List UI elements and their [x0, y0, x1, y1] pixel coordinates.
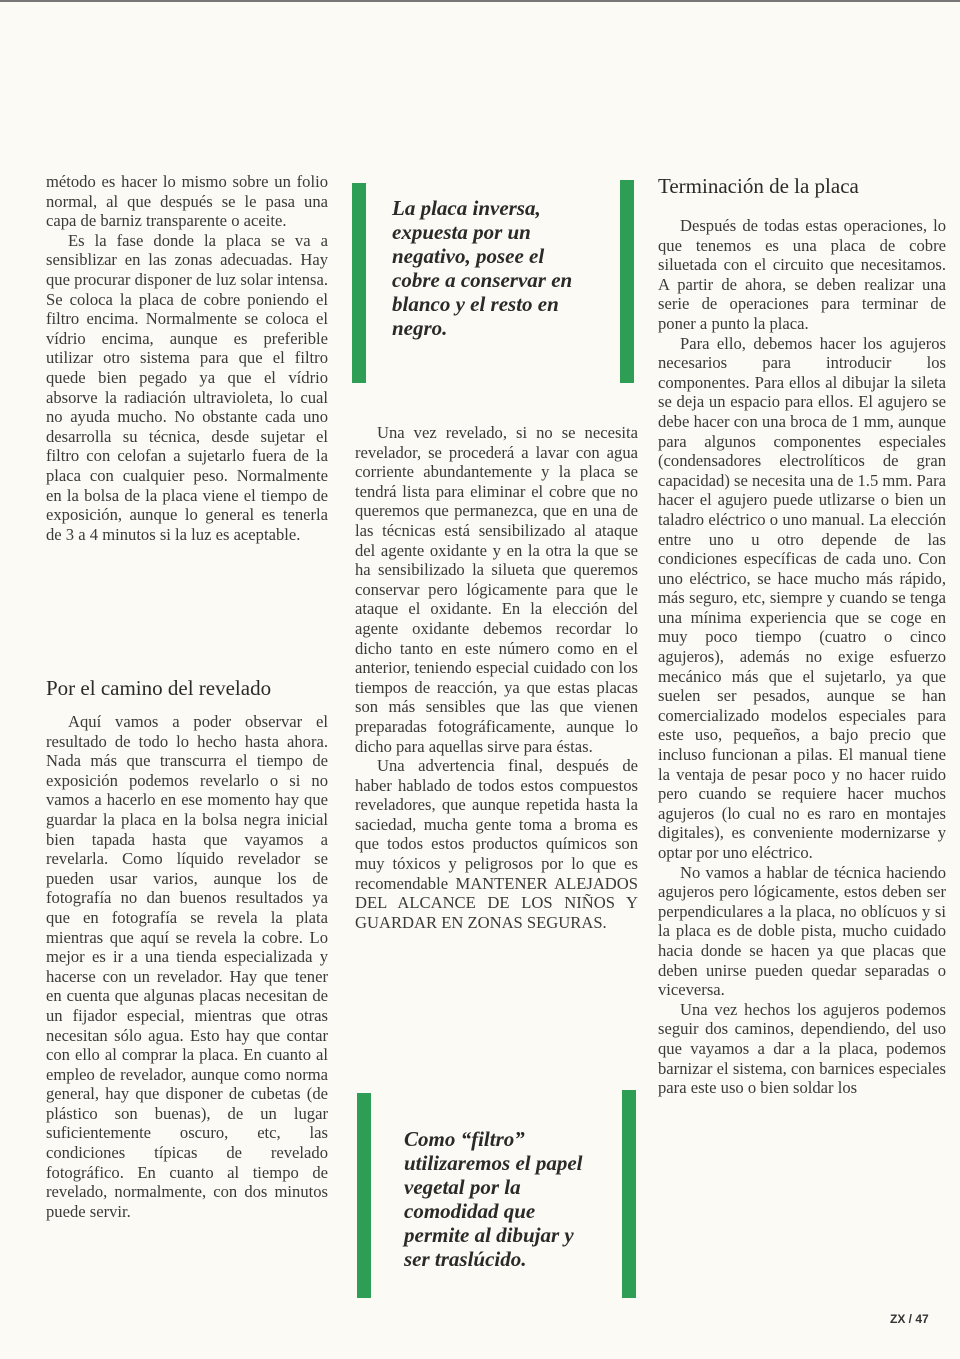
accent-bar-right	[622, 1090, 636, 1298]
column-1	[46, 172, 328, 544]
paragraph: método es hacer lo mismo sobre un folio normal, al que después se le pasa una capa de barniz transparente o aceite.	[46, 172, 328, 231]
page-top-border	[0, 0, 960, 2]
section-heading-revelado: Por el camino del revelado	[46, 676, 272, 700]
accent-bar-left	[357, 1093, 371, 1298]
column-1-section	[46, 712, 328, 1221]
paragraph: Una vez hechos los agujeros podemos seguir dos caminos, dependiendo, del uso que vayamos a dar a la placa, podemos barnizar el sistema, con barnices especiales para este uso o bien soldar los	[658, 999, 946, 1098]
pull-quote-text: La placa inversa, expuesta por un negativo, posee el cobre a conservar en blanco y el resto en negro.	[392, 196, 573, 340]
paragraph: No vamos a hablar de técnica haciendo agujeros pero lógicamente, estos deben ser perpendiculares a la placa, no oblícuos y si la placa es de doble pista, mucho cuidado hacia donde se hacen ya que placas que deben unirse pueden quedar separadas o viceversa.	[658, 862, 946, 1000]
accent-bar-right	[620, 180, 634, 383]
section-heading-terminacion: Terminación de la placa	[658, 174, 859, 198]
column-2	[355, 423, 638, 932]
pull-quote-text: Como “filtro” utilizaremos el papel vegetal por la comodidad que permite al dibujar y ser traslúcido.	[404, 1127, 583, 1271]
accent-bar-left	[352, 183, 366, 383]
page-number-footer: ZX / 47	[890, 1312, 929, 1326]
column-3	[658, 216, 946, 1098]
paragraph: Aquí vamos a poder observar el resultado de todo lo hecho hasta ahora. Nada más que transcurra el tiempo de exposición podemos revelarlo o si no vamos a hacerlo en ese momento hay que guardar la placa en la bolsa negra inicial bien tapada hasta que vayamos a revelarla. Como líquido revelador se pueden usar varios, aunque los de fotografía no dan buenos resultados ya que en fotografía se revela la plata mientras que aquí se revela la cobre. Lo mejor es ir a una tienda especializada y hacerse con un revelador. Hay que tener en cuenta que algunas placas necesitan de un fijador especial, mientras que otras necesitan sólo agua. Esto hay que contar con ello al comprar la placa. En cuanto al empleo de revelador, aunque como norma general, hay que disponer de cubetas (de plástico son buenas), de un lugar suficientemente oscuro, etc, las condiciones típicas de revelado fotográfico. En cuanto al tiempo de revelado, normalmente, con dos minutos puede servir.	[46, 712, 328, 1221]
paragraph: Para ello, debemos hacer los agujeros necesarios para introducir los componentes. Para ellos al dibujar la sileta se deja un espacio para ellos. El agujero se debe hacer con una broca de 1 mm, aunque para algunos componentes especiales (condensadores electrolíticos de gran capacidad) se necesita una de 1.5 mm. Para hacer el agujero puede utlizarse o bien un taladro eléctrico o uno manual. La elección entre uno u otro depende de las condiciones específicas de cada uno. Con uno eléctrico, se hace mucho más rápido, más seguro, etc, siempre y cuando se tenga una mínima experiencia que se coge en muy poco tiempo (cuatro o cinco agujeros), además no exige esfuerzo mecánico más que el sujetarlo, ya que suelen ser pesados, aunque se han comercializado modelos especiales para este uso, pequeños, a bajo precio que incluso funcionan a pilas. El manual tiene la ventaja de pesar poco y no hacer ruido pero cuando se requiere hacer muchos agujeros (lo cual no es raro en montajes digitales), es conveniente modernizarse y optar por uno eléctrico.	[658, 333, 946, 862]
paragraph: Es la fase donde la placa se va a sensiblizar en las zonas adecuadas. Hay que procurar disponer de luz solar intensa. Se coloca la placa de cobre poniendo el filtro encima. Normalmente se coloca el vídrio encima, aunque es preferible utilizar otro sistema para que el filtro quede bien pegado ya que el vídrio absorve la radiación ultravioleta, lo cual no ayuda mucho. No obstante cada uno desarrolla su técnica, desde sujetar el filtro con celofan a sujetarlo fuera de la placa con cualquier peso. Normalmente en la bolsa de la placa viene el tiempo de exposición, aunque lo general es tenerla de 3 a 4 minutos si la luz es aceptable.	[46, 230, 328, 544]
paragraph: Una vez revelado, si no se necesita revelador, se procederá a lavar con agua corriente abundantemente y la placa se tendrá lista para eliminar el cobre que no queremos que permanezca, que en una de las técnicas está sensibilizado al ataque del agente oxidante y en la otra la que se ha sensibilizado la silueta que queremos conservar pero lógicamente para que le ataque el oxidante. En la elección del agente oxidante debemos recordar lo dicho tanto en este número como en el anterior, teniendo especial cuidado con los tiempos de reacción, ya que estas placas son más sensibles que las que vienen preparadas fotográficamente, aunque lo dicho para aquellas sirve para éstas.	[355, 423, 638, 756]
paragraph: Después de todas estas operaciones, lo que tenemos es una placa de cobre siluetada con el circuito que necesitamos. A partir de ahora, se deben realizar una serie de operaciones para terminar de poner a punto la placa.	[658, 216, 946, 333]
paragraph: Una advertencia final, después de haber hablado de todos estos compuestos reveladores, que aunque repetida hasta la saciedad, mucha gente toma a broma es que todos estos productos químicos son muy tóxicos y peligrosos por lo que es recomendable MANTENER ALEJADOS DEL ALCANCE DE LOS NIÑOS Y GUARDAR EN ZONAS SEGURAS.	[355, 756, 638, 932]
